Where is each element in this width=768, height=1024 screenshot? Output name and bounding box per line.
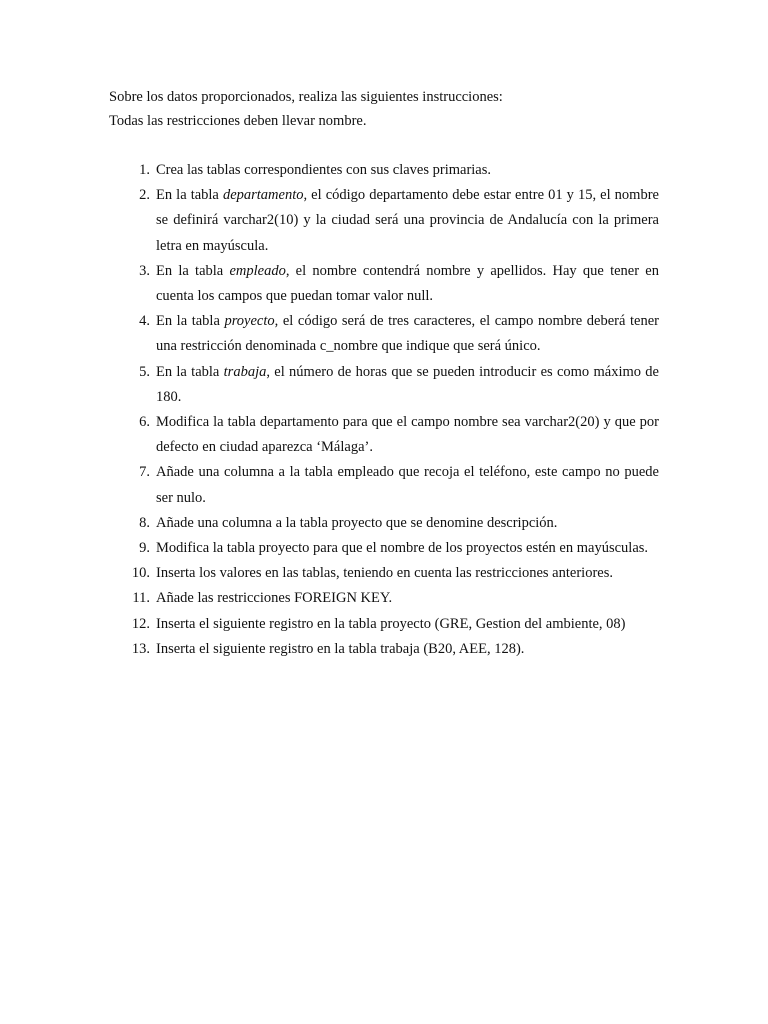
item-text: Inserta el siguiente registro en la tabla trabaja (B20, AEE, 128). — [156, 640, 525, 657]
item-number: 1. — [139, 162, 150, 178]
item-number: 12. — [131, 615, 150, 632]
instruction-list — [109, 158, 659, 662]
item-number: 10. — [131, 565, 150, 582]
item-emphasis: trabaja — [223, 363, 267, 380]
instruction-item — [109, 536, 659, 561]
instruction-item — [109, 360, 659, 410]
item-emphasis: proyecto — [224, 313, 275, 330]
item-text: Añade una columna a la tabla proyecto que se denomine descripción. — [156, 514, 558, 531]
item-number: 9. — [139, 540, 150, 557]
item-text: Modifica la tabla proyecto para que el nombre de los proyectos estén en mayúsculas. — [156, 540, 649, 557]
instruction-item — [109, 158, 659, 183]
item-number: 4. — [139, 313, 150, 330]
instruction-item — [109, 637, 659, 662]
item-text: Inserta los valores en las tablas, teniendo en cuenta las restricciones anteriores. — [156, 565, 613, 582]
item-number: 11. — [132, 590, 150, 607]
intro-section — [109, 85, 669, 133]
intro-line-2: Todas las restricciones deben llevar nombre. — [109, 113, 367, 129]
item-number: 7. — [139, 464, 150, 481]
instruction-item — [109, 460, 659, 510]
instruction-item — [109, 586, 659, 611]
item-text: Añade las restricciones FOREIGN KEY. — [156, 590, 393, 607]
item-text-rest: , el número de horas que se pueden introducir es como máximo de 180. — [156, 363, 659, 405]
item-number: 6. — [139, 414, 150, 431]
item-number: 5. — [139, 363, 150, 380]
item-number: 13. — [131, 640, 150, 657]
item-emphasis: empleado — [229, 262, 286, 279]
intro-line-1: Sobre los datos proporcionados, realiza las siguientes instrucciones: — [109, 89, 503, 105]
item-text: En la tabla — [156, 313, 225, 330]
instruction-item — [109, 410, 659, 460]
instruction-item — [109, 561, 659, 586]
item-number: 2. — [139, 187, 150, 204]
item-text: Crea las tablas correspondientes con sus claves primarias. — [156, 162, 492, 178]
instruction-item — [109, 511, 659, 536]
item-text-rest: , el código será de tres caracteres, el campo nombre deberá tener una restricción denominada c_nombre que indique que será único. — [156, 313, 659, 355]
item-number: 8. — [139, 514, 150, 531]
item-emphasis: departamento — [222, 187, 304, 204]
item-text: En la tabla — [156, 187, 223, 204]
item-text: En la tabla — [156, 363, 224, 380]
item-number: 3. — [139, 262, 150, 279]
instruction-item — [109, 183, 659, 259]
instruction-item — [109, 259, 659, 309]
item-text: Añade una columna a la tabla empleado que recoja el teléfono, este campo no puede ser nulo. — [156, 464, 659, 506]
item-text: Inserta el siguiente registro en la tabla proyecto (GRE, Gestion del ambiente, 08) — [156, 615, 626, 632]
item-text-rest: , el nombre contendrá nombre y apellidos. Hay que tener en cuenta los campos que puedan tomar valor null. — [156, 262, 659, 305]
item-text: En la tabla — [156, 262, 230, 279]
item-text: Modifica la tabla departamento para que el campo nombre sea varchar2(20) y que por defecto en ciudad aparezca ‘Málaga’. — [156, 414, 659, 456]
instruction-item — [109, 309, 659, 359]
item-text-rest: , el código departamento debe estar entre 01 y 15, el nombre se definirá varchar2(10) y la ciudad será una provincia de Andalucía con la primera letra en mayúscula. — [156, 187, 659, 254]
instruction-item — [109, 612, 659, 637]
